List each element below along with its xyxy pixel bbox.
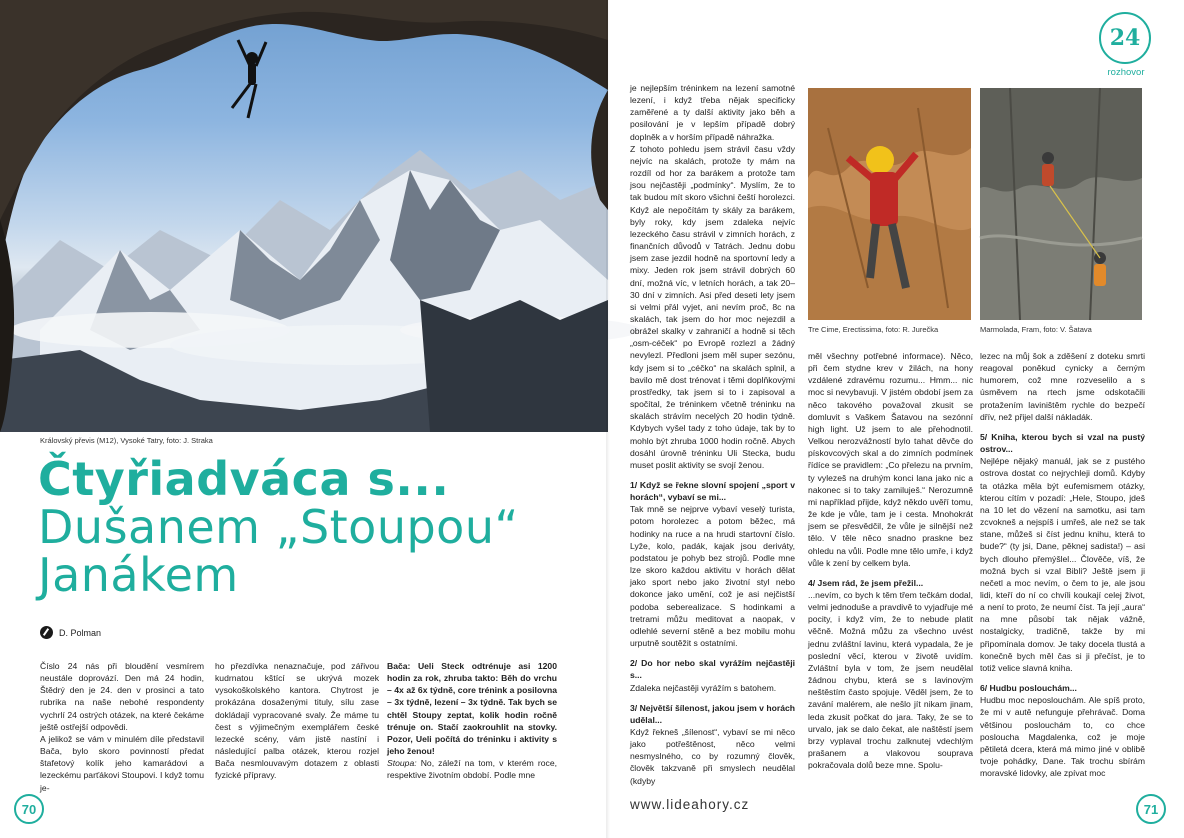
answer-3-continued: měl všechny potřebné informace). Něco, při čem stydne krev v žilách, na hony vzdálené zdravému rozumu... Hmm... nic moc si nevybavuji. V jistém období jsem za něco takového považoval zkusit se domluvit s Vaškem Šatavou na sezónní high light. Už jsem to ale přehodnotil. Velkou nerozvážností bylo tahat děvče do pískovcových skal a do zimních podmínek řídíce se pravidlem: „Co přelezu na prvním, ty vylezeš na druhým konci lana jako nic a nakonec si to taky zamiluješ.“ Nerozumně mi například přijde, když někdo uvěří tomu, že kde je vůle, tam je i cesta. Mnohokrát jsem se přesvědčil, že vůle je silnější než tělo. V těle něco snadno praskne bez ohledu na vůli. Podle mne tělo umře, i když vůle k zení by celkem byla. <box>808 351 973 568</box>
answer-6: Hudbu moc neposlouchám. Ale spíš proto, že mi v autě nefunguje přehrávač. Doma většinou poslouchám to, co chce posloucha Magdalenka, což je moje pětiletá dcera, která má mimo jiné v oblibě tvoje pohádky, Dane. Tak trochu sbírám moravské lidovky, ale zpívat moc <box>980 695 1145 779</box>
text-column-4 <box>630 82 795 790</box>
article-title <box>38 452 598 602</box>
text-column-1 <box>40 660 204 793</box>
page-gutter <box>606 0 610 838</box>
question-3: 3/ Největší šílenost, jakou jsem v horách udělal... <box>630 702 795 725</box>
answer-1: Tak mně se nejprve vybaví veselý turista, potom horolezec a potom běžec, má hodinky na ruce a na hrudi startovní číslo. Lyže, kolo, padák, kajak jsou deriváty, podstatou je pohyb bez strojů. Podle mne lze skoro každou aktivitu v horách dělat jako sport nebo jako životní styl nebo dokonce jako umění, což je asi nejčistší podoba seberealizace. S hodinkami a tretrami můžu meditovat a naopak, v odlehlé severní stěně a bez mobilu mohu urputně soutěžit s ostatními. <box>630 504 795 649</box>
intro-paragraph-3: ho přezdívka nenaznačuje, pod zářivou kudrnatou kštící se ukrývá mozek vysokoškolského kantora. Chytrost je prokázána dosaženými tituly, sílu zase dokládají vypracované svaly. Že máme tu čest s výjimečným exemplářem české lezecké scény, vám jistě nastíní i následující palba otázek, kterou rozjel Bača nesmlouvavým dotazem z oblasti fyzické přípravy. <box>215 661 379 781</box>
question-4: 4/ Jsem rád, že jsem přežil... <box>808 577 924 588</box>
answer-paragraph-2: Z tohoto pohledu jsem strávil času vždy nejvíc na skalách, protože ty mám na rozdíl od hor za barákem a protože tam jsou nejčastěji „podmínky“. Myslím, že to tak budou mít skoro všichni čeští horolezci. Když ale nepočítám ty skály za barákem, byly roky, kdy jsem zdaleka nejvíc lezeckého času strávil v zimních horách, z finančních důvodů v Tatrách. Jednu dobu jsem zase jezdil hodně na sportovní ledy a mixy. Jeden rok jsem strávil dobrých 60 dní, možná víc, v letních horách, a tak 20–30 dní v zimních. Asi před deseti lety jsem si velmi přál vyjet, ani nevím proč, 8c na skalách, tak jsem do hor moc nejezdil a obrážel skalky v zahraničí a hodně si těch „osm-céček“ po Evropě rozlezl a žádný nevylezl. Předloni jsem měl super sezónu, kdy jsem si to „céčko“ na skalách splnil, a bavilo mě dost trénovat i těmi doplňkovými prostředky, tak jsem si to i zapisoval a spočítal, že tréninkem včetně tréninku na skalách strávím necelých 20 hodin týdně. Kdybych vyšel tady z toho údaje, tak by to mohlo být zhruba 1000 hodin ročně. Abych dosáhl úrovně tréninku Uli Stecka, budu muset poslit aktivity se svojí ženou. <box>630 143 795 470</box>
question-1: 1/ Když se řekne slovní spojení „sport v horách“, vybaví se mi... <box>630 480 795 503</box>
baca-question: Bača: Ueli Steck odtrénuje asi 1200 hodin za rok, zhruba takto: Běh do vrchu – 4x až 6x týdně, core trénink a posilovna – 3x týdně, lezení – 3x týdně. Tak bych se chtěl Stoupy zeptat, kolik hodin ročně trénuje on. Stačí zaokrouhlit na stovky. Pozor, Ueli počítá do tréninku i aktivity s jeho ženou! <box>387 661 557 757</box>
answer-text: No, záleží na tom, v kterém roce, respektive životním období. Podle mne <box>387 758 557 781</box>
photo-1-caption: Tre Cime, Erectissima, foto: R. Jurečka <box>808 325 939 334</box>
text-column-2 <box>215 660 379 785</box>
answer-5: Nejlépe nějaký manuál, jak se z pustého ostrova dostat co nejrychleji domů. Kdyby ta otázka měla být eufemismem otázky, kterou cítím v pozadí: „Hele, Stoupo, jdeš na 10 let do vězení na samotku, asi tam zcvokneš a nejspíš i umřeš, ale než se tak stane, můžeš si číst jednu knihu, která to bude?“ (ty jsi, Dane, pěknej sadista!) – asi bych dlouho přemýšlel... Člověče, víš, že možná bych si vzal Bibli? Ještě jsem ji nečetl a moc nevím, o čem to je, ale jsou lidi, kteří do ní co chvíli koukají celej život, a není to proto, že neumí číst. Ta její „aura“ na mne působí tak nějak vážně, nostalgicky, tradičně, takže by mi připomínala domov. Je taky docela tlustá a konečně bych měl čas si ji přečíst, je to totiž velice slavná kniha. <box>980 456 1145 673</box>
website-url[interactable]: www.lideahory.cz <box>630 797 750 812</box>
photo-2-caption: Marmolada, Fram, foto: V. Šatava <box>980 325 1092 334</box>
climber-on-wall-image <box>980 88 1142 320</box>
answer-4: ...nevím, co bych k těm třem tečkám dodal, velmi jednoduše a pravdivě to vyjadřuje mé pocity, i když vím, že to nebude platit věčně. Možná můžu za všechno uvést jednu zvláštní lavinu, která vypadala, že je poslední věcí, kterou v životě uvidím. Zvláštní byla v tom, že jsem neudělal žádnou chybu, která se s lavinovým neštěstím často spojuje. Věděl jsem, že to zavání malérem, ale nešlo jít nikam jinam, leda zkusit počkat do jara. Taky, že se to urvalo, jak se dalo čekat, ale naštěstí jsem brzy vyplaval trochu zalknutej vdechlým prašanem a vlakovou souprava pokračovala dolů beze mne. Spolu- <box>808 589 973 771</box>
answer-4-continued: lezec na můj šok a zděšení z doteku smrti reagoval poněkud cynicky a černým humorem, což mne rozveselilo a s úsměvem na rtech jsme odskotačili protažením laviništěm rychle do bezpečí dřív, než přijel další nákladák. <box>980 351 1145 422</box>
pen-icon <box>40 626 53 639</box>
intro-paragraph-2: A jelikož se vám v minulém díle představil Bača, bylo skoro povinností předat štafetový kolík jeho kamarádovi a lezeckému parťákovi Stoupovi. I když tomu je- <box>40 733 204 793</box>
answer-3: Když řekneš „šílenost“, vybaví se mi něco jako potřeštěnost, něco velmi nesmyslného, co by rozumný člověk, člověk takzvaně při smyslech neudělal (kdyby <box>630 726 795 786</box>
question-6: 6/ Hudbu poslouchám... <box>980 683 1077 694</box>
issue-number-badge: 24 <box>1099 12 1151 64</box>
answer-2: Zdaleka nejčastěji vyrážím s batohem. <box>630 682 777 693</box>
page-number-right: 71 <box>1136 794 1166 824</box>
section-label: rozhovor <box>1107 67 1145 78</box>
mountain-landscape-image <box>0 0 608 432</box>
title-line-3: Janákem <box>38 547 239 602</box>
main-photo <box>0 0 608 432</box>
answer-label: Stoupa: <box>387 758 417 769</box>
answer-paragraph-1: je nejlepším tréninkem na lezení samotné lezení, i když třeba nějak specificky zaměřené a ty další aktivity jako běh a posilování je v lepším případě dobrý doplněk a v horším případě náhražka. <box>630 83 795 142</box>
climbing-photo-2 <box>980 88 1142 320</box>
page-number-left: 70 <box>14 794 44 824</box>
title-line-2: Dušanem „Stoupou“ <box>38 499 519 554</box>
title-line-1: Čtyřiadváca s... <box>38 452 450 506</box>
climbing-photo-1 <box>808 88 971 320</box>
text-column-3 <box>387 660 557 785</box>
text-column-5 <box>808 350 973 790</box>
climber-silhouette <box>232 40 266 118</box>
intro-paragraph-1: Číslo 24 nás při bloudění vesmírem neustále doprovází. Den má 24 hodin, Štědrý den je 24. den v prosinci a tato rubrika na naše nebohé respondenty vychrlí 24 ostrých otázek, na které čekáme ještě ostřejší odpovědi. <box>40 661 204 732</box>
question-2: 2/ Do hor nebo skal vyrážím nejčastěji s... <box>630 658 795 681</box>
author-byline <box>40 626 101 639</box>
author-name: D. Polman <box>59 627 102 638</box>
text-column-6 <box>980 350 1145 790</box>
climber-on-rock-image <box>808 88 971 320</box>
question-5: 5/ Kniha, kterou bych si vzal na pustý ostrov... <box>980 431 1145 455</box>
main-photo-caption: Královský převis (M12), Vysoké Tatry, foto: J. Straka <box>40 436 213 445</box>
